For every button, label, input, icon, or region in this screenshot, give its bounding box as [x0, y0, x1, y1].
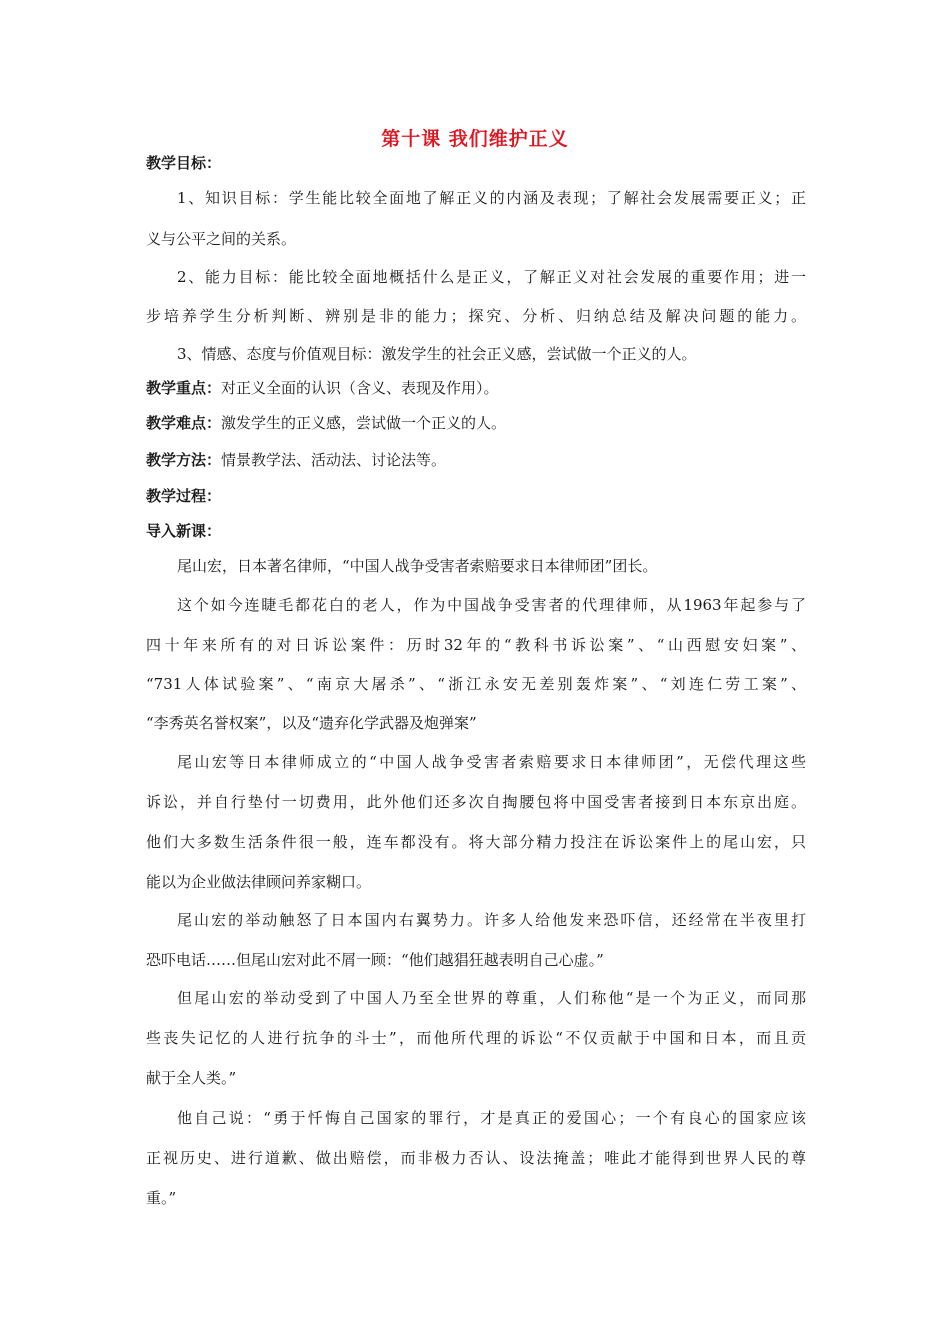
difficulty [146, 413, 506, 433]
paragraph-6-line-1: 他自己说：“勇于忏悔自己国家的罪行，才是真正的爱国心；一个有良心的国家应该 [177, 1109, 806, 1127]
paragraph-3-line-3: 他们大多数生活条件很一般，连车都没有。将大部分精力投注在诉讼案件上的尾山宏，只 [146, 833, 806, 851]
key-point-label: 教学重点： [146, 379, 222, 397]
key-point [146, 378, 499, 398]
lesson-title: 第十课 我们维护正义 [381, 128, 569, 150]
paragraph-6-line-3: 重。” [146, 1189, 177, 1207]
paragraph-1: 尾山宏，日本著名律师，“中国人战争受害者索赔要求日本律师团”团长。 [177, 557, 658, 575]
paragraph-5-line-2: 些丧失记忆的人进行抗争的斗士”，而他所代理的诉讼“不仅贡献于中国和日本，而且贡 [146, 1029, 806, 1047]
method [146, 450, 446, 470]
key-point-text: 对正义全面的认识（含义、表现及作用）。 [221, 379, 499, 397]
intro-heading: 导入新课： [146, 522, 222, 540]
goal-1-line-1: 1、知识目标：学生能比较全面地了解正义的内涵及表现；了解社会发展需要正义；正 [177, 189, 806, 207]
paragraph-4-line-1: 尾山宏的举动触怒了日本国内右翼势力。许多人给他发来恐吓信，还经常在半夜里打 [177, 911, 806, 929]
paragraph-2-line-4: “李秀英名誉权案”，以及“遗弃化学武器及炮弹案” [146, 714, 477, 732]
difficulty-text: 激发学生的正义感，尝试做一个正义的人。 [221, 414, 507, 432]
method-text: 情景教学法、活动法、讨论法等。 [221, 451, 447, 469]
goal-2-line-1: 2、能力目标：能比较全面地概括什么是正义，了解正义对社会发展的重要作用；进一 [177, 268, 806, 286]
difficulty-label: 教学难点： [146, 414, 222, 432]
method-label: 教学方法： [146, 451, 222, 469]
goal-3: 3、情感、态度与价值观目标：激发学生的社会正义感，尝试做一个正义的人。 [177, 345, 697, 363]
paragraph-3-line-1: 尾山宏等日本律师成立的“中国人战争受害者索赔要求日本律师团”，无偿代理这些 [177, 753, 806, 771]
paragraph-5-line-3: 献于全人类。” [146, 1069, 237, 1087]
paragraph-2-line-2: 四十年来所有的对日诉讼案件：历时32年的“教科书诉讼案”、“山西慰安妇案”、 [146, 636, 806, 654]
paragraph-2-line-3: “731人体试验案”、“南京大屠杀”、“浙江永安无差别轰炸案”、“刘连仁劳工案”、 [146, 675, 806, 693]
goal-2-line-2: 步培养学生分析判断、辨别是非的能力；探究、分析、归纳总结及解决问题的能力。 [146, 307, 806, 325]
paragraph-5-line-1: 但尾山宏的举动受到了中国人乃至全世界的尊重，人们称他“是一个为正义，而同那 [177, 989, 806, 1007]
goal-1-line-2: 义与公平之间的关系。 [146, 230, 297, 248]
process-heading: 教学过程： [146, 487, 222, 505]
paragraph-2-line-1: 这个如今连睫毛都花白的老人，作为中国战争受害者的代理律师，从1963年起参与了 [177, 596, 806, 614]
paragraph-6-line-2: 正视历史、进行道歉、做出赔偿，而非极力否认、设法掩盖；唯此才能得到世界人民的尊 [146, 1149, 806, 1167]
paragraph-3-line-4: 能以为企业做法律顾问养家糊口。 [146, 873, 372, 891]
goals-heading: 教学目标： [146, 154, 222, 172]
paragraph-3-line-2: 诉讼，并自行垫付一切费用，此外他们还多次自掏腰包将中国受害者接到日本东京出庭。 [146, 793, 806, 811]
paragraph-4-line-2: 恐吓电话……但尾山宏对此不屑一顾：“他们越猖狂越表明自己心虚。” [146, 951, 604, 969]
